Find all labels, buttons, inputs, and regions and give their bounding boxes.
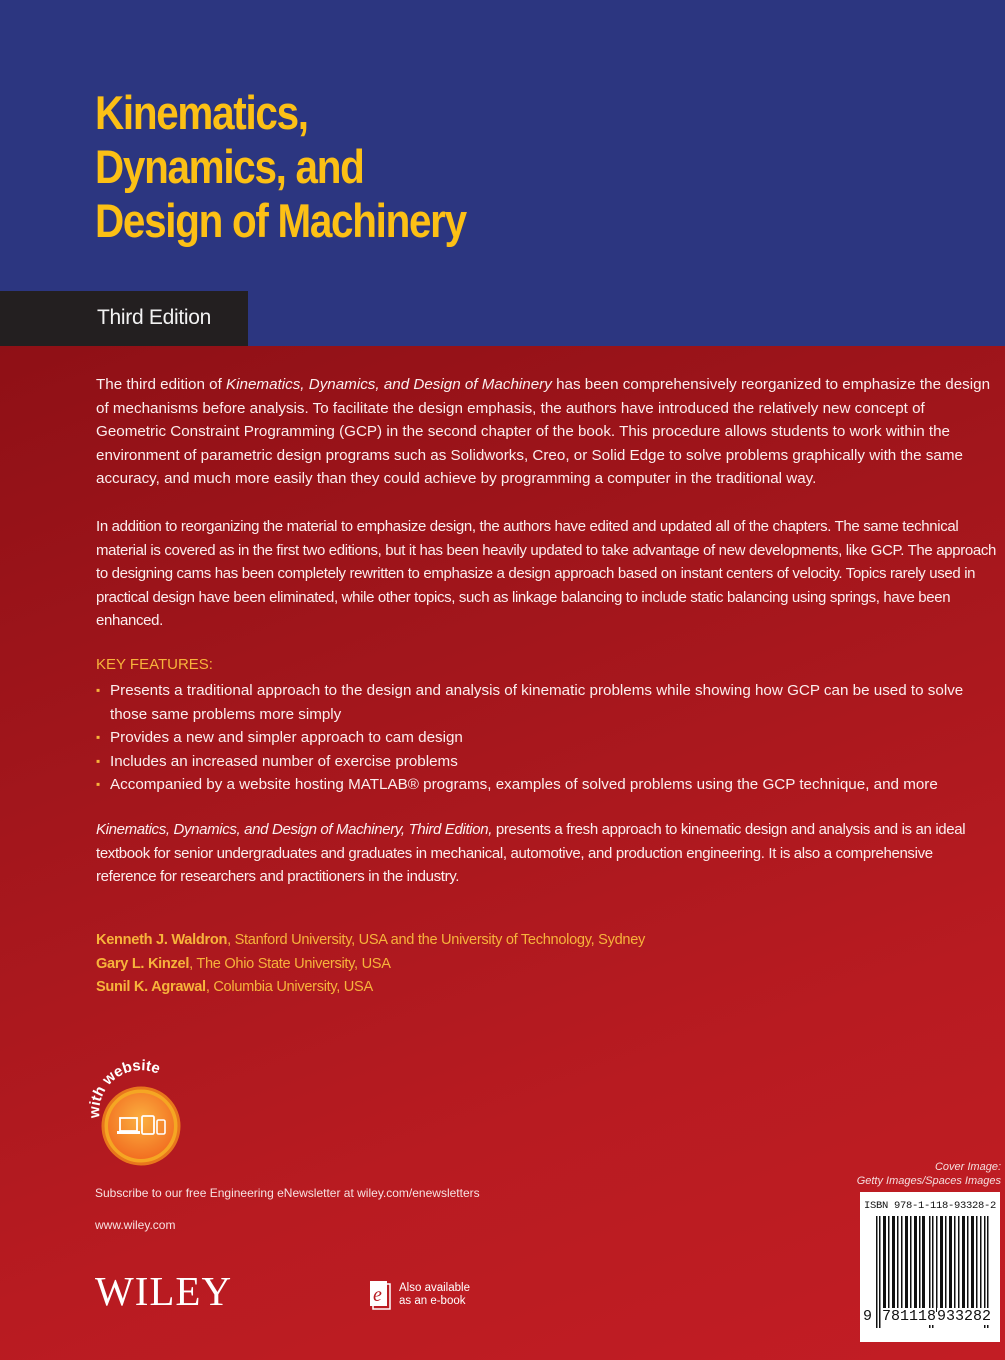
edition-label: Third Edition	[97, 306, 211, 329]
bullet-icon: ▪	[96, 777, 101, 791]
author-item	[96, 953, 645, 977]
cover-image-credit	[857, 1160, 1001, 1188]
ebook-icon	[369, 1280, 391, 1310]
ebook-label	[399, 1282, 470, 1308]
p1-pre: The third edition of	[96, 376, 227, 393]
author-name: Gary L. Kinzel	[96, 955, 190, 972]
isbn-barcode	[860, 1192, 1000, 1342]
list-item	[96, 726, 996, 750]
description-paragraph-2	[96, 515, 996, 633]
ebook-availability	[369, 1280, 789, 1312]
author-affiliation: , Columbia University, USA	[205, 979, 373, 995]
author-affiliation: , The Ohio State University, USA	[189, 955, 391, 972]
feature-text: Presents a traditional approach to the design and analysis of kinematic problems while showing how GCP can be used to solve those same problems more simply	[110, 682, 964, 723]
ebook-line-2: as an e-book	[399, 1295, 466, 1307]
publisher-logo: WILEY	[95, 1268, 233, 1314]
credit-line-1: Cover Image:	[934, 1161, 1001, 1173]
ebook-line-1: Also available	[399, 1282, 470, 1294]
svg-text:e: e	[373, 1284, 382, 1306]
p3-italic-title: Kinematics, Dynamics, and Design of Machinery, Third Edition,	[96, 821, 493, 838]
p1-post: has been comprehensively reorganized to emphasize the design of mechanisms before analysis. To facilitate the design emphasis, the authors have introduced the relatively new concept of Geometric Constraint Programming (GCP) in the second chapter of the book. This procedure allows students to work within the environment of parametric design programs such as Solidworks, Creo, or Solid Edge to solve problems graphically with the same accuracy, and much more easily than they could achieve by programming a computer in the traditional way.	[96, 376, 991, 487]
title-line-2: Dynamics, and	[95, 140, 364, 193]
p2-text: In addition to reorganizing the material to emphasize design, the authors have edited and updated all of the chapters. The same technical material is covered as in the first two editions, but it has been heavily updated to take advantage of new developments, like GCP. The approach to designing cams has been completely rewritten to emphasize a design approach based on instant centers of velocity. Topics rarely used in practical design have been eliminated, while other topics, such as linkage balancing to include static balancing using springs, have been enhanced.	[96, 518, 996, 629]
with-website-badge	[86, 1058, 196, 1168]
cover-header-band	[0, 0, 1005, 346]
authors-list	[96, 929, 645, 1000]
description-paragraph-1	[96, 373, 996, 491]
feature-text: Provides a new and simpler approach to cam design	[110, 729, 463, 746]
bullet-icon: ▪	[96, 683, 101, 697]
author-name: Kenneth J. Waldron	[96, 932, 228, 948]
author-affiliation: , Stanford University, USA and the University of Technology, Sydney	[227, 932, 646, 948]
devices-icon	[86, 1058, 196, 1168]
title-line-3: Design of Machinery	[95, 194, 466, 247]
bullet-icon: ▪	[96, 730, 101, 744]
key-features-heading: KEY FEATURES:	[96, 656, 213, 673]
list-item	[96, 773, 996, 797]
title-line-1: Kinematics,	[95, 86, 308, 139]
list-item	[96, 750, 996, 774]
p1-italic-title: Kinematics, Dynamics, and Design of Machinery	[226, 376, 552, 393]
list-item	[96, 679, 996, 726]
website-link[interactable]: www.wiley.com	[95, 1218, 176, 1232]
key-features-list	[96, 679, 996, 797]
barcode-lead-digit: 9	[863, 1308, 873, 1325]
author-item	[96, 929, 645, 953]
feature-text: Accompanied by a website hosting MATLAB® programs, examples of solved problems using the GCP technique, and more	[110, 776, 938, 793]
isbn-label: ISBN 978-1-118-93328-2	[863, 1200, 997, 1212]
description-paragraph-3	[96, 818, 996, 889]
bullet-icon: ▪	[96, 753, 101, 768]
barcode-left-digits: 781118	[882, 1308, 937, 1325]
author-item	[96, 976, 645, 1000]
credit-line-2: Getty Images/Spaces Images	[856, 1175, 1001, 1187]
p3-post: presents a fresh approach to kinematic design and analysis and is an ideal textbook for senior undergraduates and graduates in mechanical, automotive, and production engineering. It is also a comprehensive reference for researchers and practitioners in the industry.	[96, 821, 966, 885]
book-title	[95, 86, 466, 248]
feature-text: Includes an increased number of exercise problems	[110, 752, 458, 770]
newsletter-link[interactable]: Subscribe to our free Engineering eNewsletter at wiley.com/enewsletters	[95, 1186, 480, 1200]
barcode-right-digits: 933282	[937, 1308, 992, 1325]
svg-text:with website: with website	[86, 1058, 163, 1119]
author-name: Sunil K. Agrawal	[96, 979, 206, 995]
